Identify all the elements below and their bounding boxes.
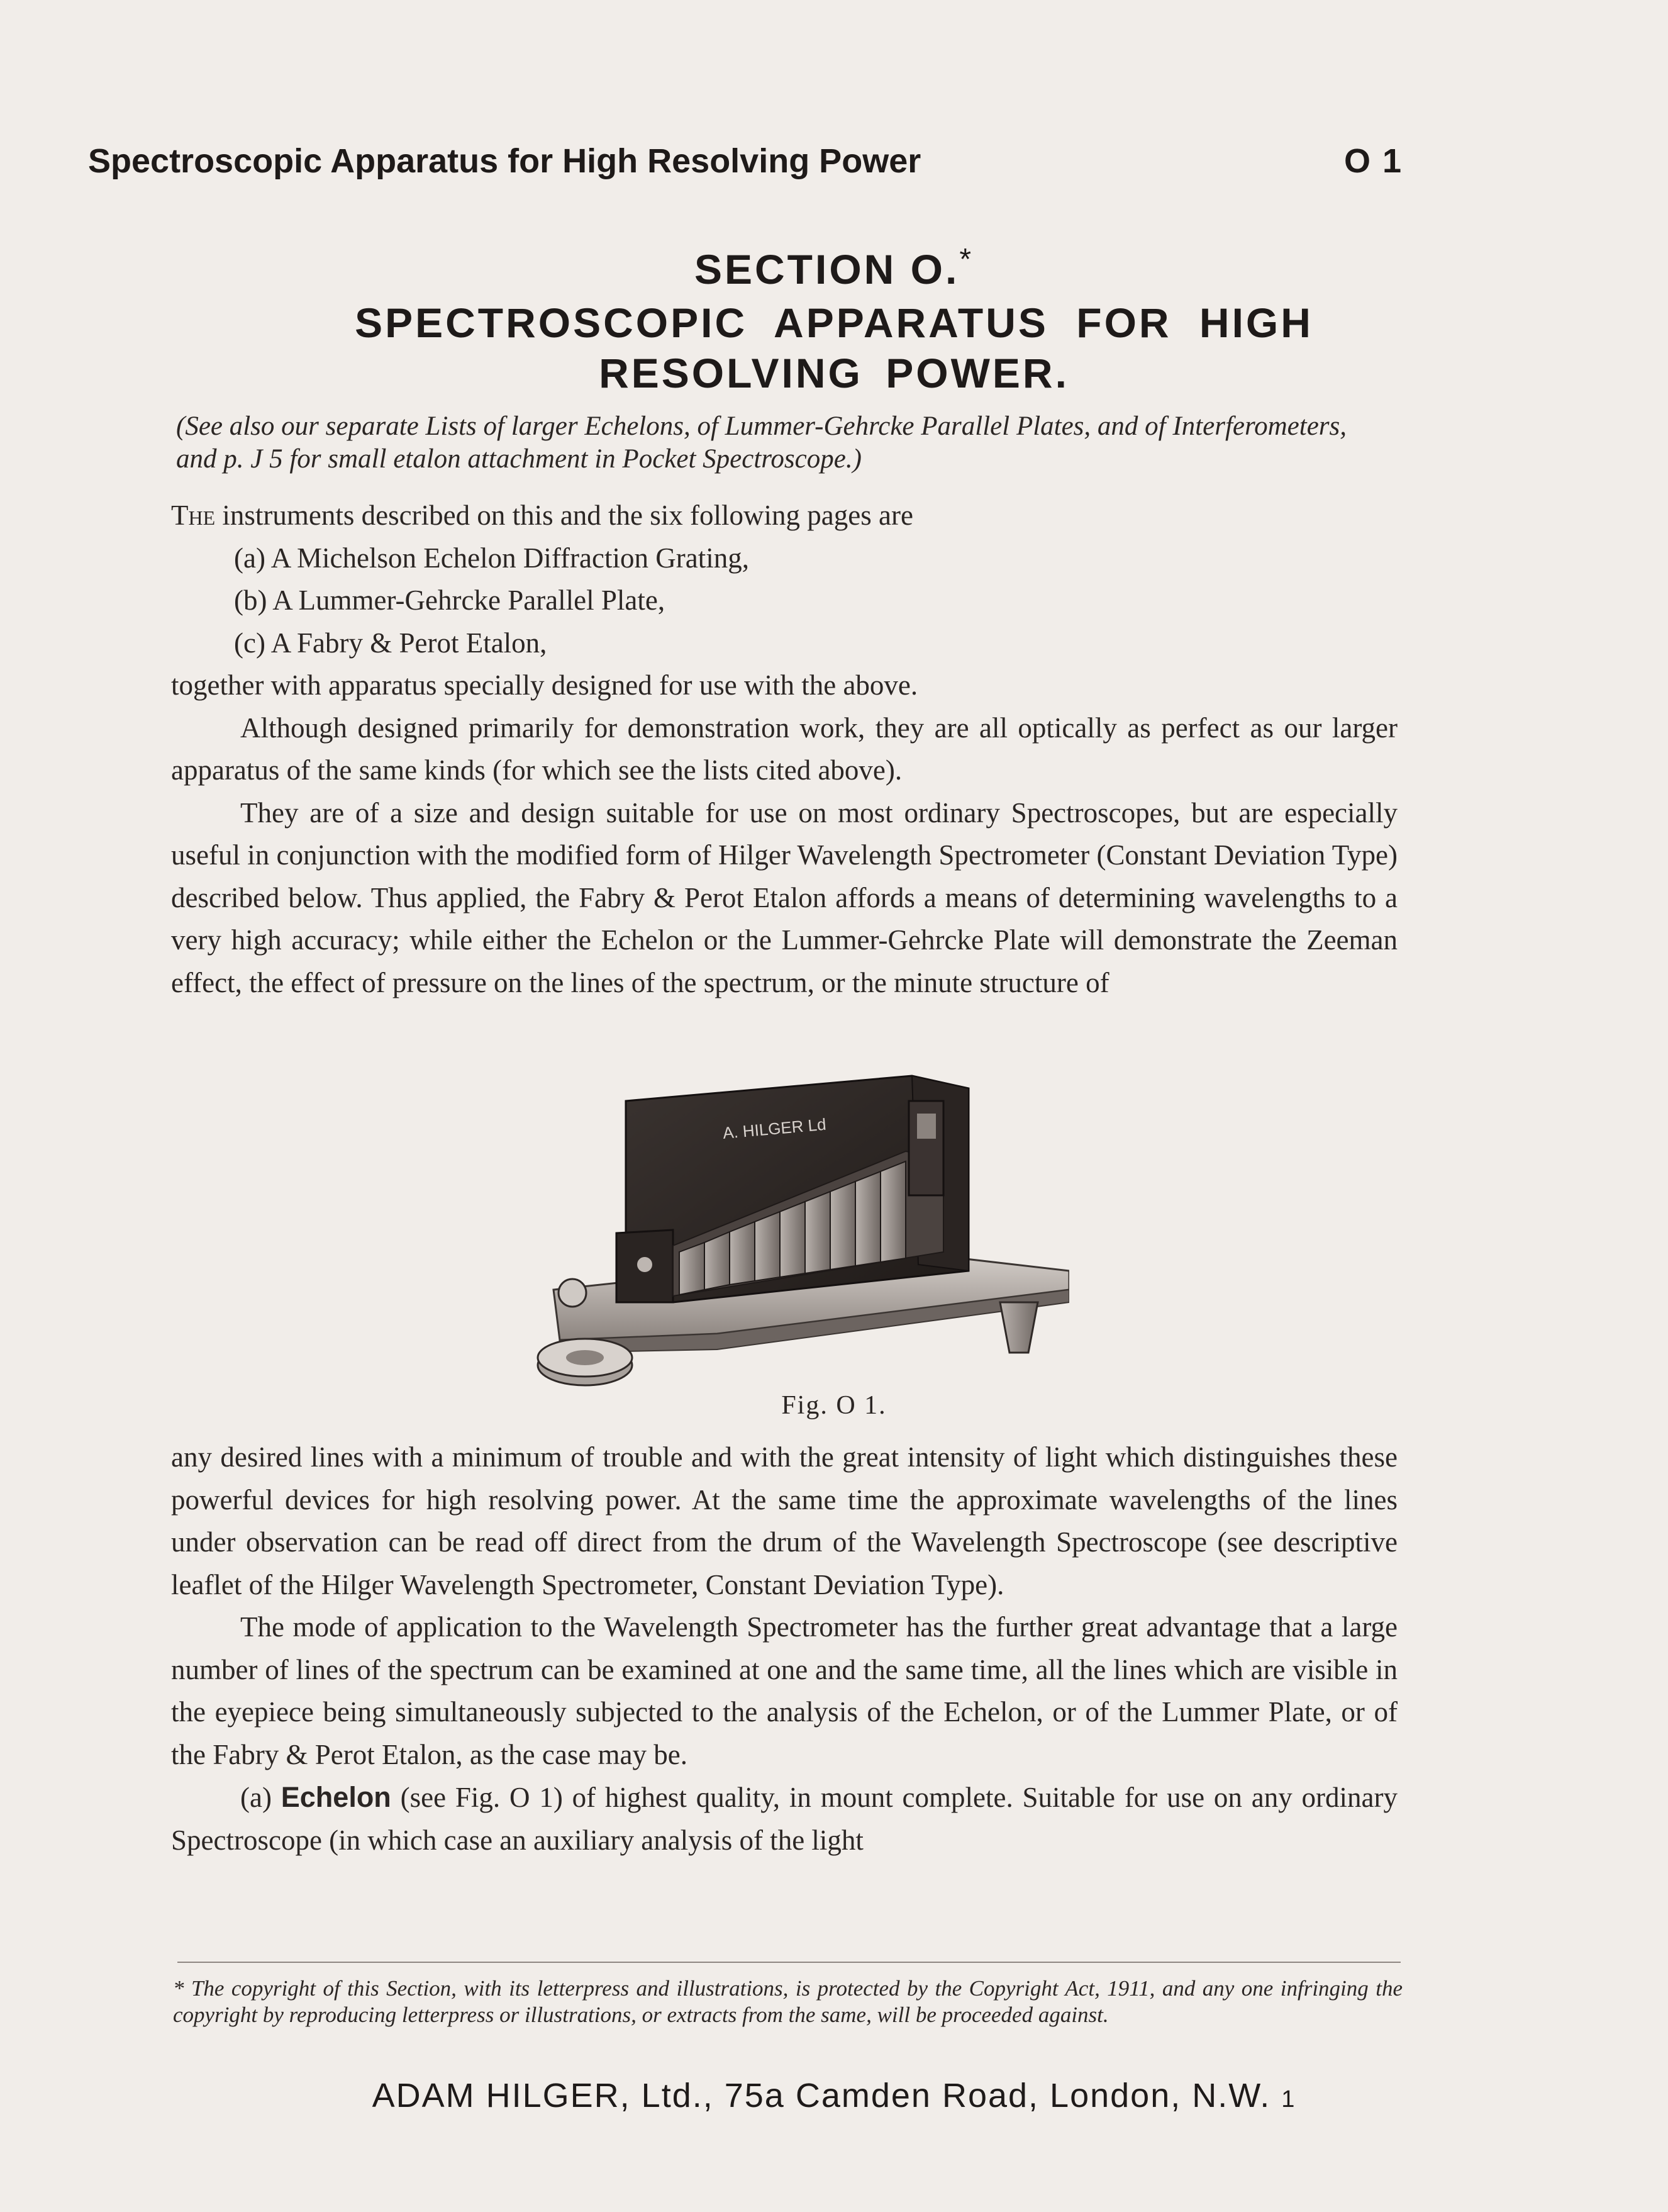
intro-lead: The bbox=[171, 500, 216, 531]
paragraph-4: The mode of application to the Wavelength Spectrometer has the further great advantage that a large number of lines of the spectrum can be examined at one and the same time, all the lines which are visible in the eyepiece being simultaneously subjected to the analysis of the Echelon, or of the Lummer Plate, or of the Fabry & Perot Etalon, as the case may be. bbox=[171, 1611, 1398, 1770]
body-text-top bbox=[171, 494, 1398, 1004]
publisher-footer bbox=[0, 2076, 1668, 2115]
list-item-a: (a) A Michelson Echelon Diffraction Grating, bbox=[234, 542, 749, 574]
intro-paragraph bbox=[171, 494, 1398, 537]
postal-district: 1 bbox=[1281, 2086, 1296, 2113]
echelon-term: Echelon bbox=[281, 1781, 391, 1813]
section-asterisk: * bbox=[959, 243, 974, 276]
section-label bbox=[0, 242, 1668, 293]
paragraph-2: Although designed primarily for demonstration work, they are all optically as perfect as our larger apparatus of the same kinds (for which see the lists cited above). bbox=[171, 712, 1398, 786]
copyright-footnote: * The copyright of this Section, with its letterpress and illustrations, is protected by the Copyright Act, 1911, and any one infringing the copyright by reproducing letterpress or illustrations, or extracts from the same, will be proceeded against. bbox=[173, 1976, 1403, 2027]
figure-caption: Fig. O 1. bbox=[781, 1391, 887, 1420]
list-item-c: (c) A Fabry & Perot Etalon, bbox=[234, 627, 547, 659]
section-label-text: SECTION O. bbox=[694, 246, 960, 293]
paragraph-3-continued: any desired lines with a minimum of trouble and with the great intensity of light which distinguishes these powerful devices for high resolving power. At the same time the approximate wavelengths of the lines under observation can be read off direct from the drum of the Wavelength Spectroscope (see descriptive leaflet of the Hilger Wavelength Spectrometer, Constant Deviation Type). bbox=[171, 1441, 1398, 1600]
page-number: O 1 bbox=[1343, 142, 1403, 180]
paragraph-5-rest: (see Fig. O 1) of highest quality, in mount complete. Suitable for use on any ordinary Spectroscope (in which case an auxiliary analysis of the light bbox=[171, 1782, 1398, 1856]
footnote-divider bbox=[177, 1962, 1401, 1963]
echelon-illustration bbox=[516, 1063, 1069, 1397]
running-title: Spectroscopic Apparatus for High Resolving Power bbox=[88, 142, 921, 180]
together-line: together with apparatus specially designed for use with the above. bbox=[171, 669, 918, 701]
list-item-b: (b) A Lummer-Gehrcke Parallel Plate, bbox=[234, 584, 665, 616]
engraved-maker-mark: A. HILGER Ld bbox=[721, 1114, 827, 1142]
paragraph-5-prefix: (a) bbox=[240, 1782, 281, 1813]
publisher-address: ADAM HILGER, Ltd., 75a Camden Road, London, N.W. bbox=[372, 2077, 1271, 2114]
body-text-bottom bbox=[171, 1436, 1398, 1862]
paragraph-3: They are of a size and design suitable for use on most ordinary Spectroscopes, but are especially useful in conjunction with the modified form of Hilger Wavelength Spectrometer (Constant Deviation Type) described below. Thus applied, the Fabry & Perot Etalon affords a means of determining wavelengths to a very high accuracy; while either the Echelon or the Lummer-Gehrcke Plate will demonstrate the Zeeman effect, the effect of pressure on the lines of the spectrum, or the minute structure of bbox=[171, 796, 1398, 998]
see-also-note: (See also our separate Lists of larger Echelons, of Lummer-Gehrcke Parallel Plates, and of Interferometers, and p. J 5 for small etalon attachment in Pocket Spectroscope.) bbox=[176, 411, 1347, 474]
running-head bbox=[88, 142, 1403, 181]
intro-rest: instruments described on this and the six following pages are bbox=[215, 500, 913, 531]
section-title-line2: RESOLVING POWER. bbox=[599, 350, 1069, 396]
paragraph-5 bbox=[171, 1776, 1398, 1862]
section-title-line1: SPECTROSCOPIC APPARATUS FOR HIGH bbox=[355, 299, 1313, 346]
